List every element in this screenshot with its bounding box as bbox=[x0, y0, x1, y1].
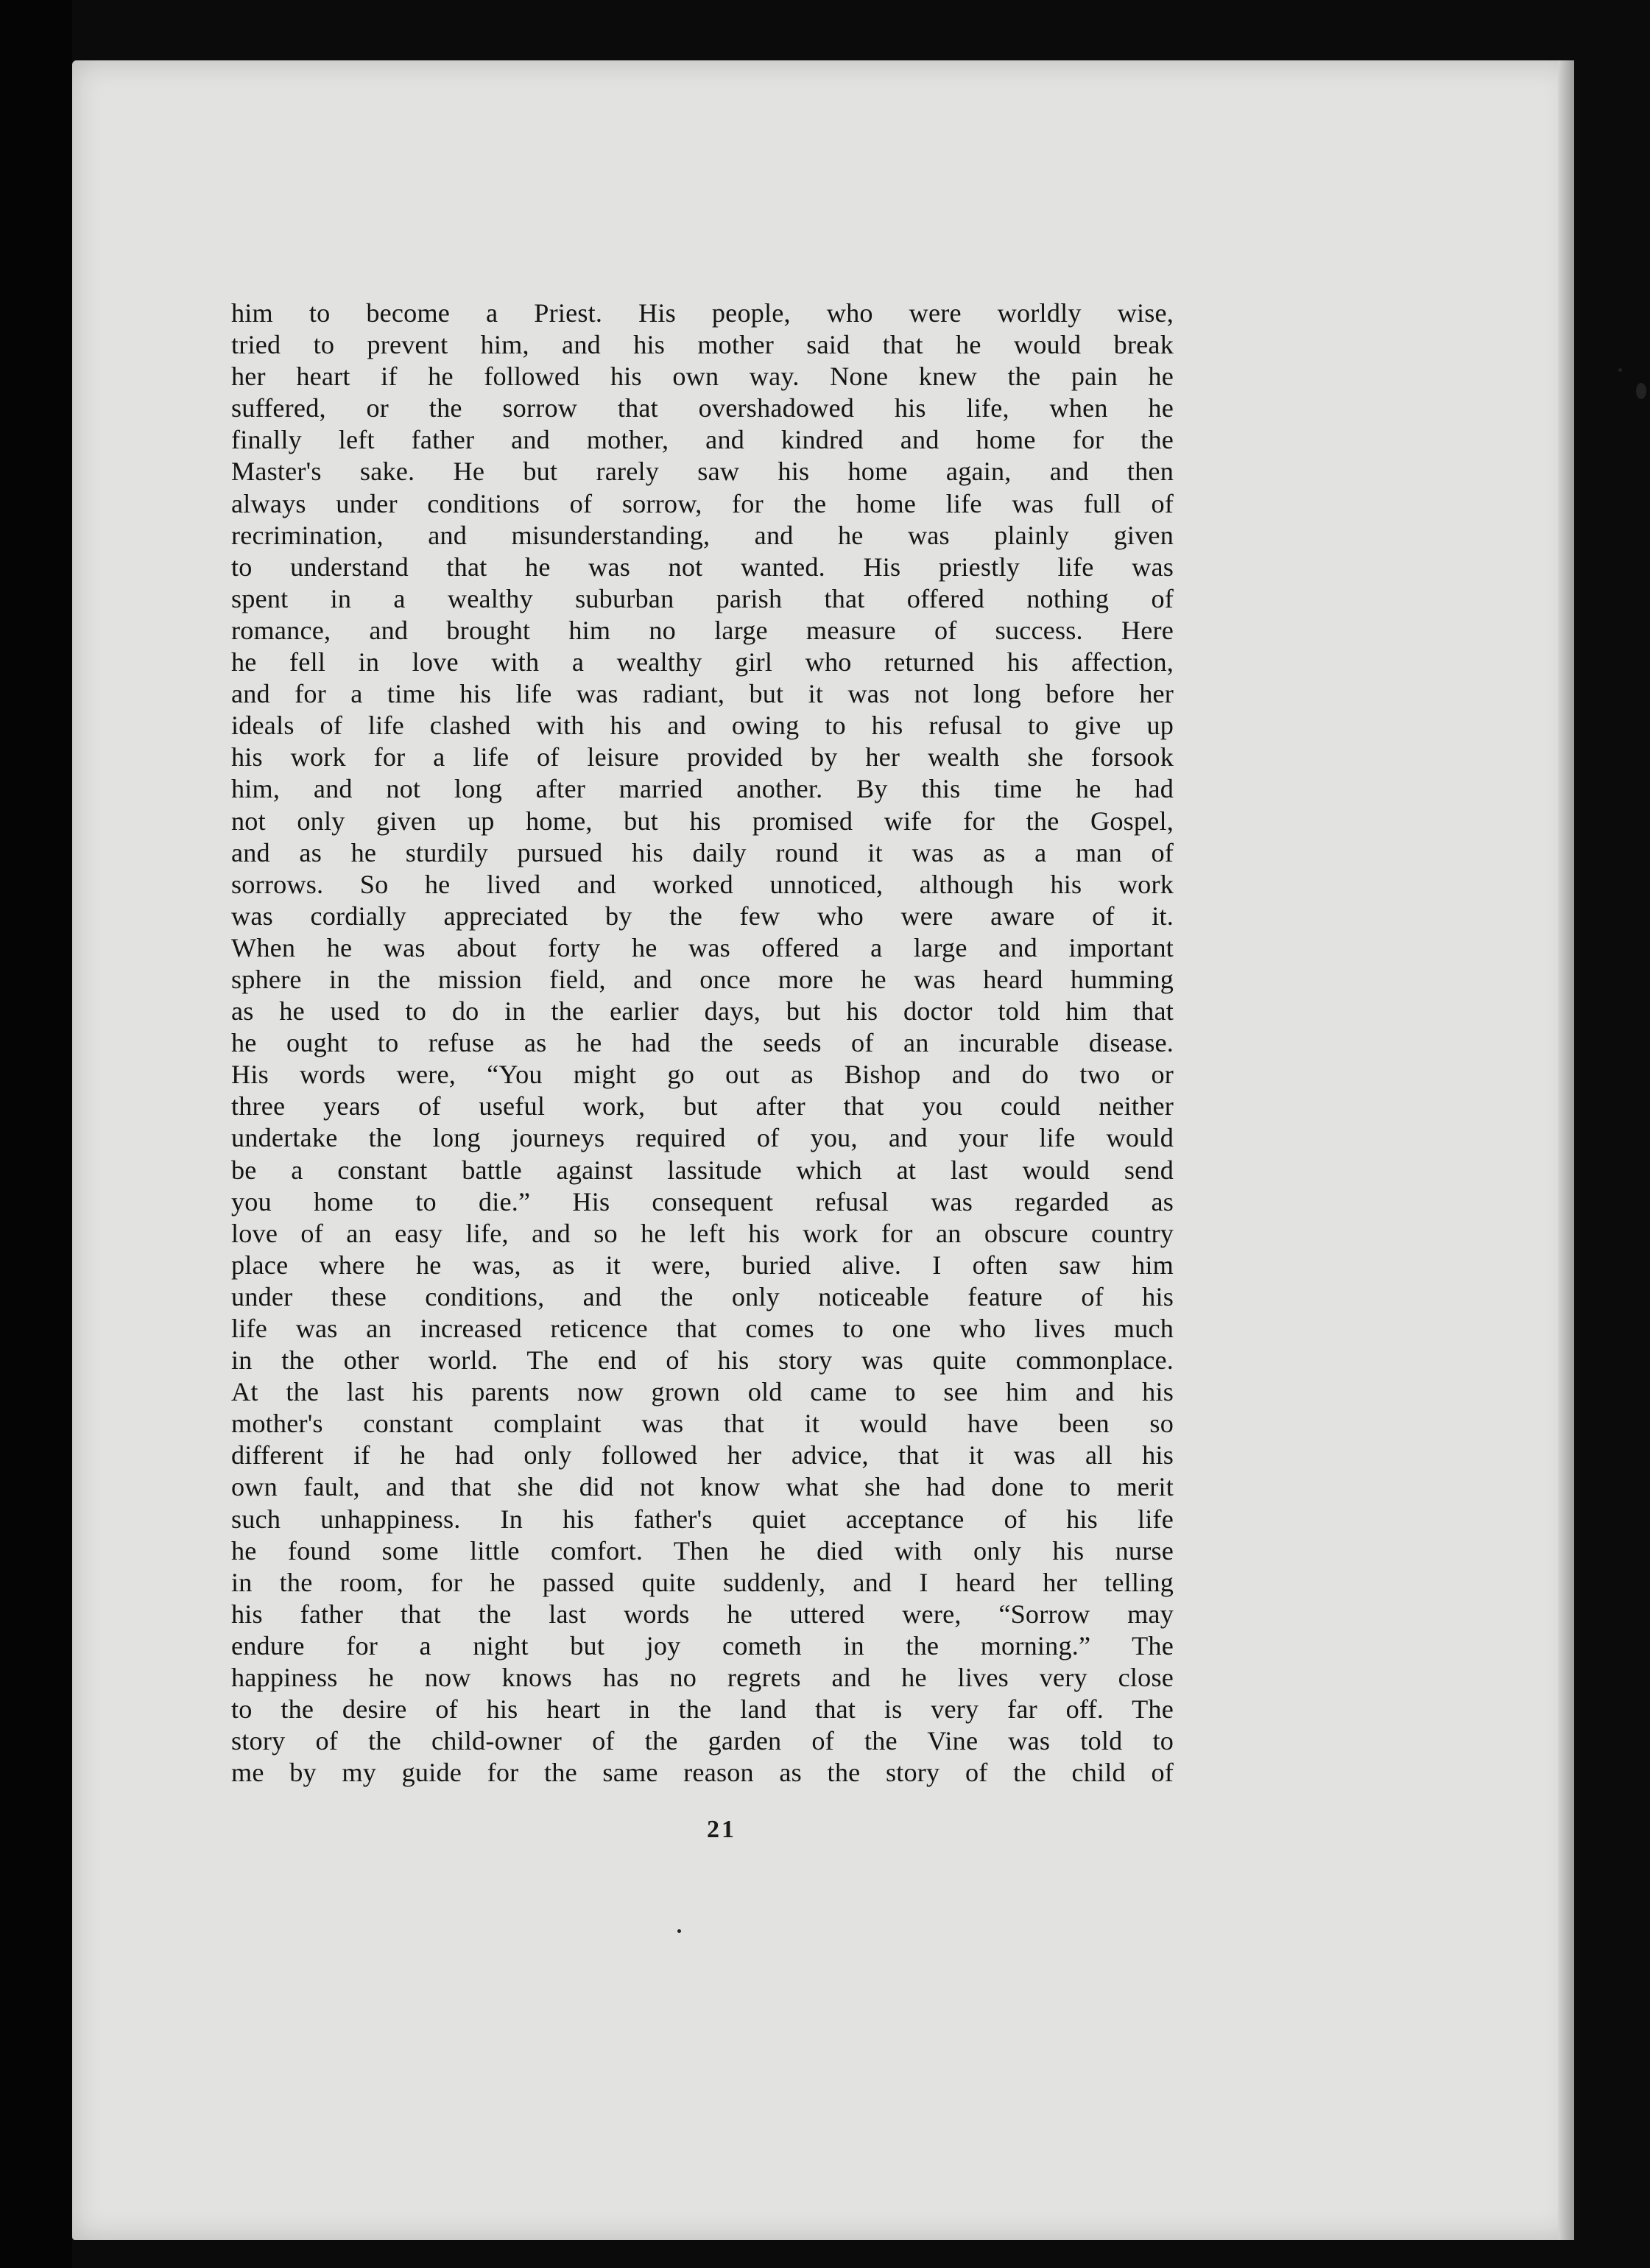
text-line: endure for a night but joy cometh in the morning.” The bbox=[231, 1630, 1174, 1660]
text-line: he fell in love with a wealthy girl who returned his affection, bbox=[231, 647, 1174, 677]
text-line: be a constant battle against lassitude which at last would send bbox=[231, 1155, 1174, 1185]
text-line: her heart if he followed his own way. None knew the pain he bbox=[231, 362, 1174, 392]
text-line: to the desire of his heart in the land that is very far off. The bbox=[231, 1694, 1174, 1725]
text-line: place where he was, as it were, buried alive. I often saw him bbox=[231, 1250, 1174, 1280]
text-line: love of an easy life, and so he left his work for an obscure country bbox=[231, 1218, 1174, 1248]
text-line: mother's constant complaint was that it would have been so bbox=[231, 1409, 1174, 1439]
text-line: When he was about forty he was offered a large and important bbox=[231, 932, 1174, 962]
text-line: not only given up home, but his promised wife for the Gospel, bbox=[231, 806, 1174, 836]
text-line: him, and not long after married another. By this time he had bbox=[231, 774, 1174, 804]
text-line: such unhappiness. In his father's quiet acceptance of his life bbox=[231, 1504, 1174, 1534]
text-line: happiness he now knows has no regrets and he lives very close bbox=[231, 1663, 1174, 1693]
text-line: At the last his parents now grown old came to see him and his bbox=[231, 1377, 1174, 1407]
text-line: as he used to do in the earlier days, but his doctor told him that bbox=[231, 996, 1174, 1026]
text-line: own fault, and that she did not know what she had done to merit bbox=[231, 1472, 1174, 1502]
text-line: spent in a wealthy suburban parish that offered nothing of bbox=[231, 583, 1174, 613]
text-line: his father that the last words he uttered were, “Sorrow may bbox=[231, 1599, 1174, 1629]
text-line: in the other world. The end of his story was quite commonplace. bbox=[231, 1345, 1174, 1376]
text-line: different if he had only followed her advice, that it was all his bbox=[231, 1440, 1174, 1471]
text-line: and as he sturdily pursued his daily round it was as a man of bbox=[231, 837, 1174, 867]
scan-speck bbox=[1636, 383, 1646, 399]
scan-speck bbox=[1618, 368, 1622, 372]
text-line: recrimination, and misunderstanding, and he was plainly given bbox=[231, 520, 1174, 550]
text-line: story of the child-owner of the garden of the Vine was told to bbox=[231, 1726, 1174, 1756]
text-line: life was an increased reticence that comes to one who lives much bbox=[231, 1314, 1174, 1343]
text-line: sphere in the mission field, and once more he was heard humming bbox=[231, 964, 1174, 994]
text-line: in the room, for he passed quite suddenly, and I heard her telling bbox=[231, 1567, 1174, 1597]
binding-strip bbox=[0, 0, 72, 2268]
text-line: him to become a Priest. His people, who were worldly wise, bbox=[231, 298, 1174, 328]
text-line: ideals of life clashed with his and owing to his refusal to give up bbox=[231, 711, 1174, 741]
text-line: he found some little comfort. Then he died with only his nurse bbox=[231, 1535, 1174, 1566]
text-line: undertake the long journeys required of you, and your life would bbox=[231, 1123, 1174, 1153]
text-line: to understand that he was not wanted. His priestly life was bbox=[231, 552, 1174, 582]
text-line: he ought to refuse as he had the seeds of an incurable disease. bbox=[231, 1028, 1174, 1058]
text-line: suffered, or the sorrow that overshadowed his life, when he bbox=[231, 393, 1174, 423]
text-line: me by my guide for the same reason as the story of the child of bbox=[231, 1758, 1174, 1788]
text-line: you home to die.” His consequent refusal was regarded as bbox=[231, 1186, 1174, 1216]
text-line: his work for a life of leisure provided by her wealth she forsook bbox=[231, 742, 1174, 772]
text-line: under these conditions, and the only noticeable feature of his bbox=[231, 1281, 1174, 1311]
scan-speck bbox=[677, 1929, 681, 1933]
text-line: sorrows. So he lived and worked unnoticed, although his work bbox=[231, 869, 1174, 899]
text-line: always under conditions of sorrow, for the home life was full of bbox=[231, 488, 1174, 518]
text-line: three years of useful work, but after that you could neither bbox=[231, 1091, 1174, 1121]
text-line: Master's sake. He but rarely saw his home again, and then bbox=[231, 457, 1174, 487]
text-line: was cordially appreciated by the few who were aware of it. bbox=[231, 901, 1174, 931]
page-right-edge bbox=[1558, 60, 1574, 2240]
body-text bbox=[231, 297, 1174, 1789]
text-line: His words were, “You might go out as Bishop and do two or bbox=[231, 1060, 1174, 1090]
text-line: romance, and brought him no large measure of success. Here bbox=[231, 615, 1174, 645]
text-line: finally left father and mother, and kindred and home for the bbox=[231, 425, 1174, 455]
text-line: tried to prevent him, and his mother said that he would break bbox=[231, 330, 1174, 360]
page-number: 21 bbox=[707, 1816, 736, 1843]
text-line: and for a time his life was radiant, but it was not long before her bbox=[231, 679, 1174, 709]
